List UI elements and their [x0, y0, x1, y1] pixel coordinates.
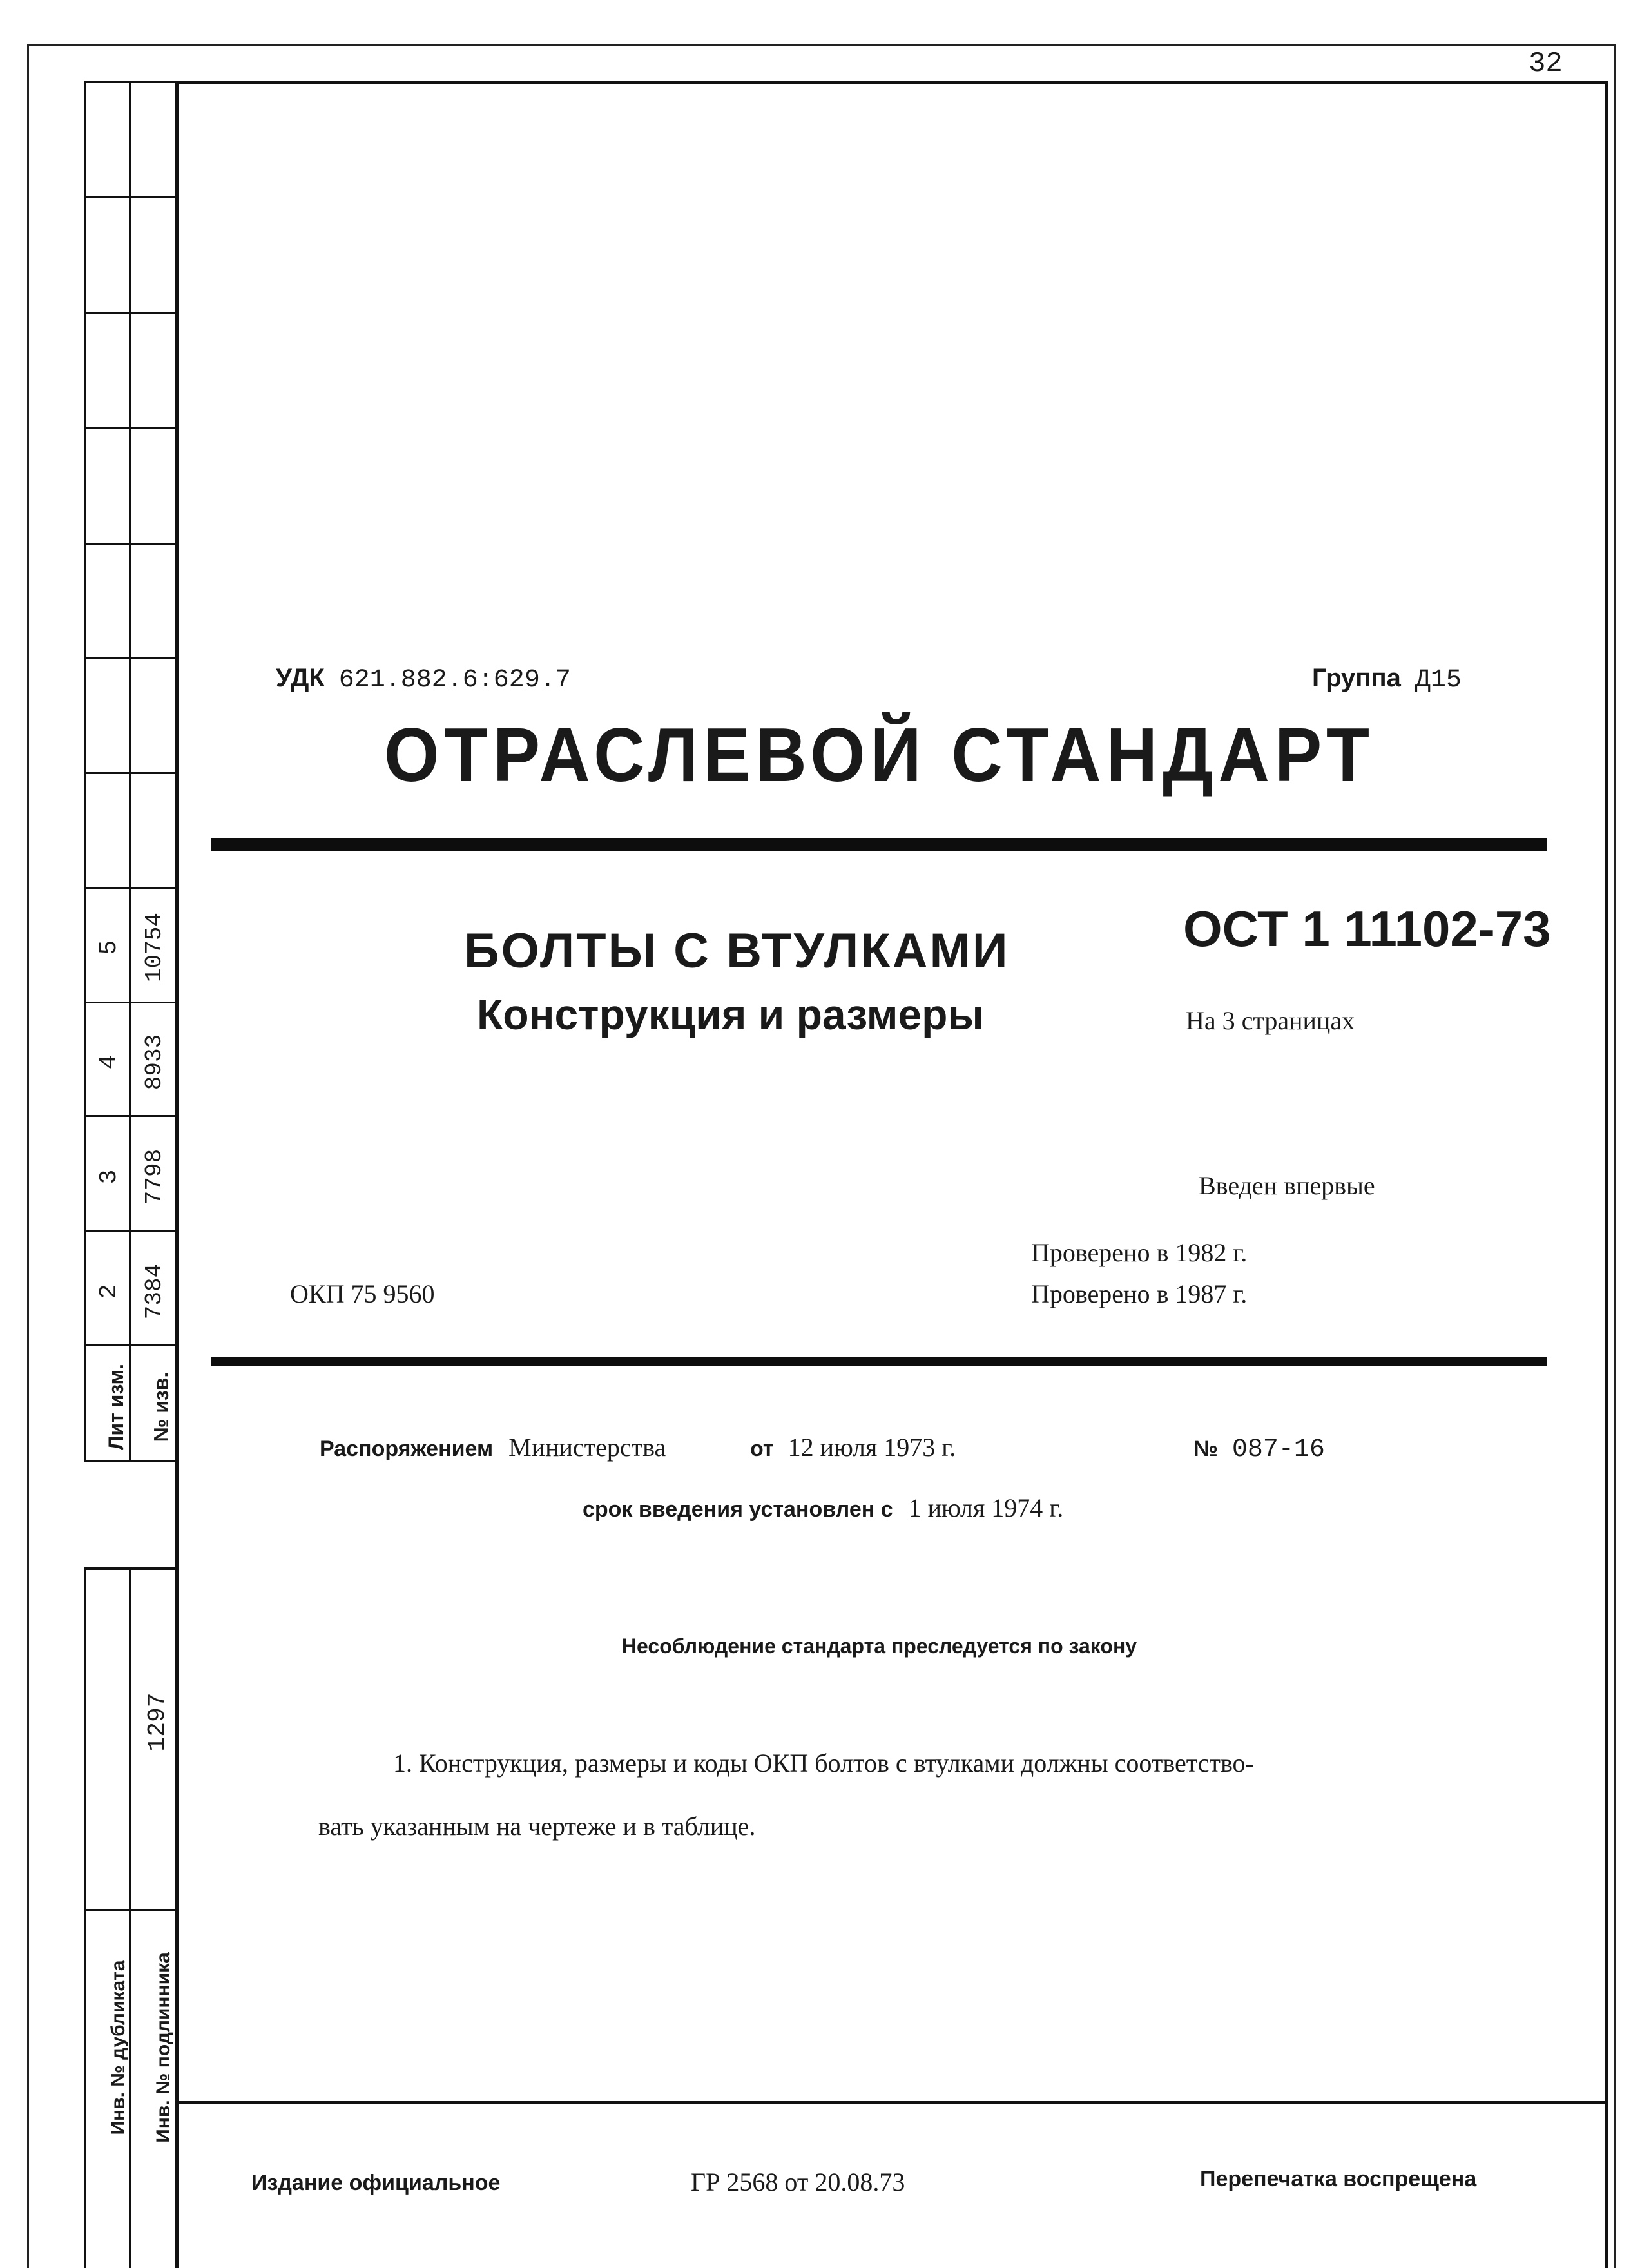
revision-lit-4: 4 — [95, 1054, 123, 1070]
main-title: ОТРАСЛЕВОЙ СТАНДАРТ — [383, 712, 1375, 798]
inv-original-label: Инв. № подлинника — [153, 1952, 174, 2143]
lit-izm-label: Лит изм. — [104, 1363, 128, 1451]
group-line — [1312, 663, 1462, 695]
footer-gr: ГР 2568 от 20.08.73 — [691, 2167, 905, 2196]
revision-lit-3: 3 — [95, 1169, 123, 1185]
standard-code: ОСТ 1 11102-73 — [1183, 900, 1551, 957]
page-number: 32 — [1529, 48, 1563, 80]
footer-reprint: Перепечатка воспрещена — [1200, 2167, 1477, 2191]
group-value: Д15 — [1414, 666, 1462, 695]
order-label: Распоряжением — [320, 1437, 494, 1461]
check-1982: Проверено в 1982 г. — [1031, 1238, 1248, 1267]
order-number-label: № — [1193, 1437, 1218, 1461]
footer-official: Издание официальное — [251, 2171, 501, 2195]
inner-frame — [175, 81, 1608, 2268]
effective-date: 1 июля 1974 г. — [908, 1493, 1064, 1522]
revision-no-5: 10754 — [141, 912, 168, 983]
revision-lit-2: 2 — [95, 1284, 123, 1299]
effective-line — [583, 1493, 1063, 1523]
check-1987: Проверено в 1987 г. — [1031, 1279, 1248, 1308]
revision-no-2: 7384 — [141, 1263, 168, 1320]
middle-rule — [211, 1357, 1547, 1366]
order-date-value: 12 июля 1973 г. — [787, 1433, 956, 1462]
group-label: Группа — [1312, 664, 1401, 692]
introduced-note: Введен впервые — [1199, 1171, 1375, 1200]
pages-note: На 3 страницах — [1186, 1006, 1355, 1035]
warning-text: Несоблюдение стандарта преследуется по закону — [621, 1634, 1137, 1658]
no-izv-label: № изв. — [150, 1371, 173, 1442]
effective-label: срок введения установлен с — [583, 1497, 893, 1522]
revision-no-3: 7798 — [141, 1149, 168, 1205]
product-title: БОЛТЫ С ВТУЛКАМИ — [464, 924, 1010, 978]
revision-lit-5: 5 — [95, 940, 123, 955]
order-line — [320, 1432, 666, 1462]
body-line-2: вать указанным на чертеже и в таблице. — [318, 1812, 756, 1841]
footer-rule — [175, 2101, 1608, 2104]
order-number-value: 087-16 — [1231, 1435, 1325, 1464]
udk-label: УДК — [276, 664, 325, 692]
order-number — [1193, 1432, 1325, 1464]
top-rule — [211, 838, 1547, 851]
order-date — [750, 1432, 956, 1462]
revision-no-4: 8933 — [141, 1034, 168, 1090]
inv-original-value: 1297 — [144, 1692, 171, 1752]
body-line-1: 1. Конструкция, размеры и коды ОКП болтов с втулками должны соответство- — [393, 1749, 1254, 1778]
product-subtitle: Конструкция и размеры — [477, 991, 984, 1038]
order-ministry: Министерства — [508, 1433, 666, 1462]
okp-code: ОКП 75 9560 — [290, 1279, 435, 1308]
udk-value: 621.882.6:629.7 — [338, 666, 571, 695]
inv-duplicate-label: Инв. № дубликата — [108, 1960, 129, 2135]
order-date-label: от — [750, 1437, 774, 1461]
udk-line — [276, 663, 571, 695]
